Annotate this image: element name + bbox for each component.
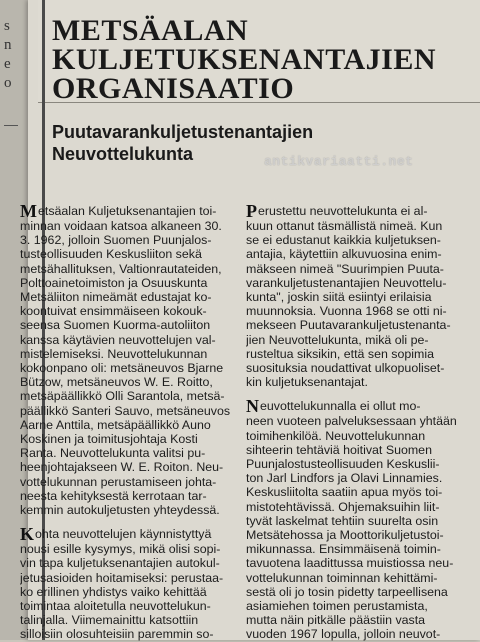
text-line: silloisiin olosuhteisiin paremmin so- <box>20 627 214 642</box>
text-line: mistelemiseksi. Neuvottelukunnan <box>20 346 208 361</box>
text-line: mäkseen nimeä "Suurimpien Puuta- <box>246 261 444 276</box>
text-line: Polttoainetoimiston ja Osuuskunta <box>20 275 208 290</box>
text-line: antajia, käytettiin alkuvuosina enim- <box>246 247 442 262</box>
text-line: muunnoksia. Vuonna 1968 se otti ni- <box>246 304 447 319</box>
text-line: sihteerin tehtäviä hoitivat Suomen <box>246 442 432 457</box>
text-line: heenjohtajakseen W. E. Roiton. Neu- <box>20 460 224 475</box>
text-line: asiamiehen toimen perustamista, <box>246 599 428 614</box>
text-line: vottelukunnan toiminnan kehittämi- <box>246 570 438 585</box>
text-line: toimintaa aloitetulla neuvottelukun- <box>20 599 211 614</box>
text-line: kanssa käytävien neuvottelujen val- <box>20 332 216 347</box>
text-line: mistotehtävissä. Ohjemaksuihin liit- <box>246 499 440 514</box>
text-line: neen vuoteen palveluksessaan yhtään <box>246 414 457 429</box>
text-line: 3. 1962, jolloin Suomen Puunjalos- <box>20 233 212 248</box>
text-line: mutta näin pitkälle päästiin vasta <box>246 613 426 628</box>
text-line: mikunnassa. Ensimmäisenä toimin- <box>246 542 441 557</box>
text-line: P erustettu neuvottelukunta ei al- <box>246 204 428 219</box>
text-line: päällikkö Santeri Sauvo, metsäneuvos <box>20 403 231 418</box>
text-line: kemmin autokuljetusten yhteydessä. <box>20 503 220 518</box>
text-line: jien Neuvottelukunta, mikä oli pe- <box>246 332 429 347</box>
text-line: nousi esille kysymys, mikä olisi sopi- <box>20 542 221 557</box>
gutter-fragment: n <box>4 37 12 53</box>
text-line: Koskinen ja toimitusjohtaja Kosti <box>20 432 198 447</box>
text-line: tyvät laskelmat tehtiin suurelta osin <box>246 513 439 528</box>
text-line: tusteollisuuden Keskusliiton sekä <box>20 247 202 262</box>
text-line: metsäpäällikkö Olli Sarantola, metsä- <box>20 389 225 404</box>
paragraph <box>246 399 480 641</box>
initial-letter: K <box>20 527 35 543</box>
title-line: KULJETUKSENANTAJIEN <box>52 43 437 76</box>
text-line: neesta kehityksestä kerrotaan tar- <box>20 488 207 503</box>
text-line: ton Jarl Lindfors ja Olavi Linnamies. <box>246 471 443 486</box>
text-line: Keskusliitolta saatiin apua myös toi- <box>246 485 443 500</box>
text-line: sestä oli jo tosin pidetty tarpeellisena <box>246 584 448 599</box>
text-line: kuun ottanut täsmällistä nimeä. Kun <box>246 219 443 233</box>
text-line: Puunjalostusteollisuuden Keskuslii- <box>246 457 440 472</box>
left-column <box>20 204 252 642</box>
text-line: Aarne Anttila, metsäpäällikkö Auno <box>20 417 211 432</box>
text-line: metsähallituksen, Valtionrautateiden, <box>20 261 222 276</box>
watermark: antikvariaatti.net <box>264 154 414 169</box>
text-line: N euvottelukunnalla ei ollut mo- <box>246 399 421 415</box>
text-line: talinjalla. Viimemainittu katsottiin <box>20 613 199 628</box>
text-line: rusteltua siksikin, että sen sopimia <box>246 346 435 361</box>
gutter-fragment: e <box>4 56 11 72</box>
text-line: Metsäliiton nimeämät edustajat ko- <box>20 290 212 305</box>
page-title <box>52 16 472 103</box>
text-line: Bützow, metsäneuvos W. E. Roitto, <box>20 375 213 390</box>
heading-line: Neuvottelukunta <box>52 144 194 164</box>
title-line: METSÄALAN <box>52 14 249 47</box>
text-line: vin tapa kuljetuksenantajien autokul- <box>20 556 220 571</box>
gutter-rule <box>4 125 18 126</box>
text-line: minnan voidaan katsoa alkaneen 30. <box>20 219 222 233</box>
text-line: Ranta. Neuvottelukunta valitsi pu- <box>20 446 206 461</box>
text-line: tavuotena laadittussa muistiossa neu- <box>246 556 454 571</box>
initial-letter: P <box>246 204 257 219</box>
paragraph <box>20 204 252 517</box>
title-line: ORGANISAATIO <box>52 72 295 105</box>
text-line: kokoonpano oli: metsäneuvos Bjarne <box>20 361 224 376</box>
text-line: se ei edustanut kaikkia kuljetuksen- <box>246 233 441 248</box>
paragraph <box>20 527 252 641</box>
text-line: Metsätehossa ja Moottorikuljetustoi- <box>246 528 444 543</box>
text-line: seensa Suomen Kuorma-autoliiton <box>20 318 211 333</box>
gutter-fragment: o <box>4 75 12 91</box>
text-line: M etsäalan Kuljetuksenantajien toi- <box>20 204 217 219</box>
text-line: ko erillinen yhdistys vaiko kehittää <box>20 584 207 599</box>
initial-letter: M <box>20 204 37 219</box>
text-line: vuoden 1967 lopulla, jolloin neuvot- <box>246 627 441 642</box>
text-line: varankuljetustenantajien Neuvottelu- <box>246 275 447 290</box>
text-line: kunta", joskin siitä esiintyi erilaisia <box>246 290 432 305</box>
right-column <box>246 204 480 642</box>
text-line: jetusasioiden hoitamiseksi: perustaa- <box>20 570 224 585</box>
text-line: koontuivat ensimmäiseen kokouk- <box>20 304 207 319</box>
paragraph <box>246 204 480 389</box>
text-line: suosituksia noudattivat ulkopuoliset- <box>246 361 445 376</box>
text-line: toimihenkilöä. Neuvottelukunnan <box>246 428 426 443</box>
text-line: vottelukunnan perustamiseen johta- <box>20 474 217 489</box>
heading-line: Puutavarankuljetustenantajien <box>52 122 314 142</box>
gutter-fragment: s <box>4 18 10 34</box>
initial-letter: N <box>246 399 259 415</box>
text-line: K ohta neuvottelujen käynnistyttyä <box>20 527 212 543</box>
text-line: mekseen Puutavarankuljetustenanta- <box>246 318 451 333</box>
text-line: kin kuljetuksenantajat. <box>246 375 368 390</box>
